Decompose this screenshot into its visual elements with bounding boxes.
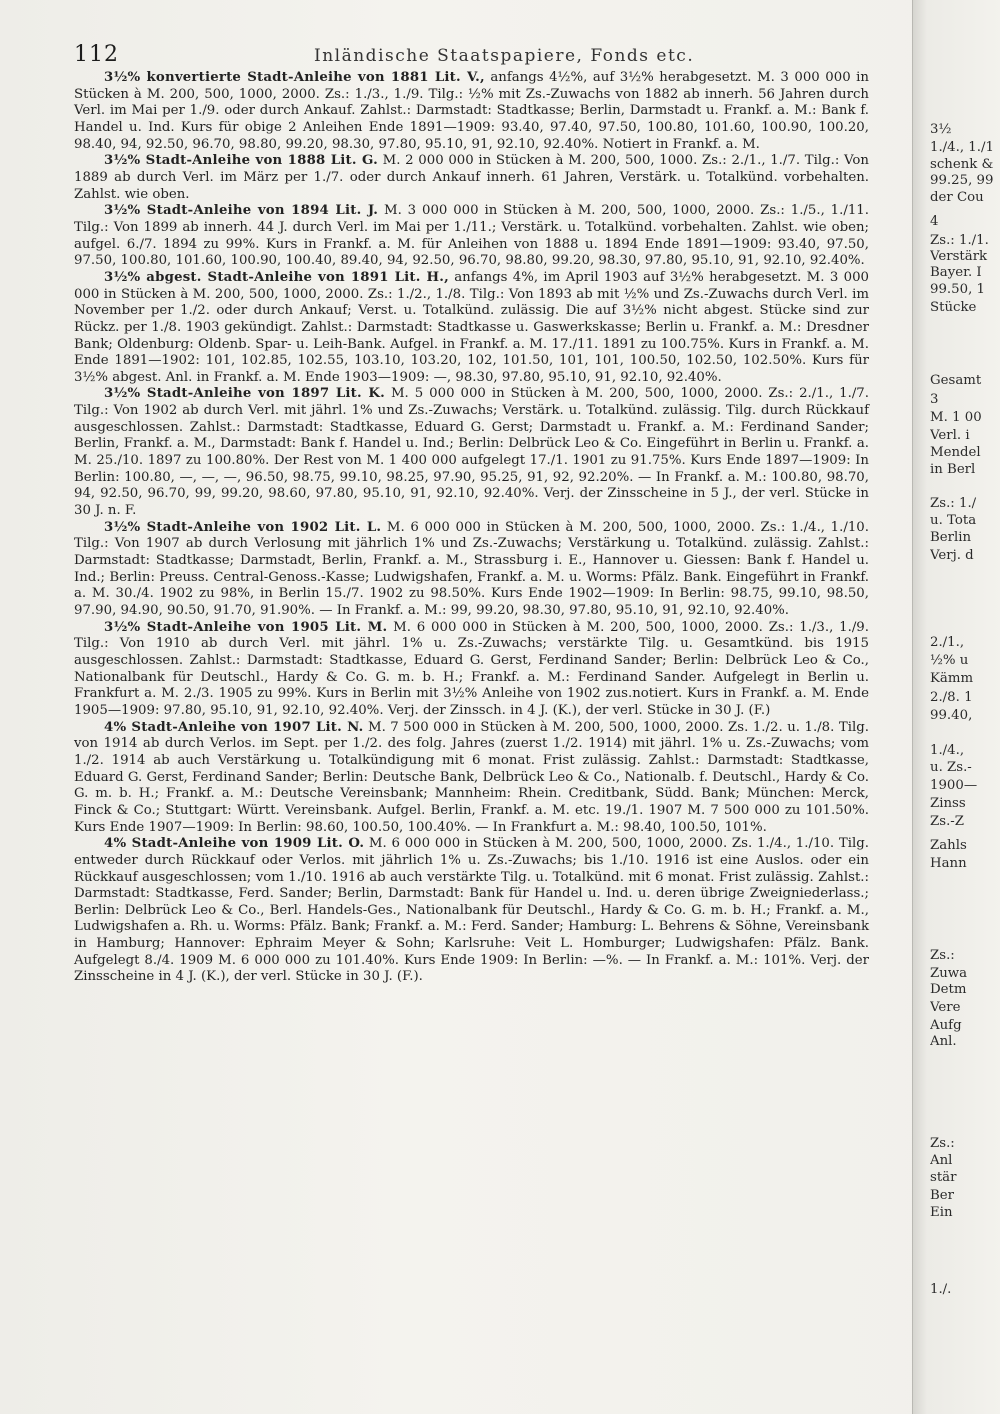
margin-fragment: Zahls: [930, 838, 967, 853]
main-text-column: [74, 70, 869, 1380]
loan-entry-1902-lit-l: [74, 520, 869, 620]
margin-fragment: Berlin: [930, 530, 972, 545]
entry-title: 4% Stadt-Anleihe von 1907 Lit. N.: [104, 719, 364, 735]
margin-fragment: 3: [930, 392, 939, 407]
margin-fragment: Kämm: [930, 671, 974, 686]
margin-fragment: 1900—: [930, 778, 978, 793]
margin-fragment: 99.50, 1: [930, 282, 985, 297]
margin-fragment: Zuwa: [930, 966, 968, 981]
margin-fragment: Verstärk: [930, 249, 988, 264]
margin-fragment: 1./.: [930, 1282, 952, 1297]
margin-fragment: 4: [930, 214, 939, 229]
margin-fragment: 2./8. 1: [930, 690, 973, 705]
entry-body: M. 6 000 000 in Stücken à M. 200, 500, 1000, 2000. Zs.: 1./3., 1./9. Tilg.: Von 1910 ab durch Verl. mit jährl. 1% u. Zs.-Zuwachs; verstärkte Tilg. u. Gesamtkünd. bis 1915 ausgeschlossen. Zahlst.: Darmstadt: Stadtkasse, Eduard G. Gerst, Ferdinand Sander; Berlin: Delbrück Leo & Co., Nationalbank für Deutschl., Hardy & Co. G. m. b. H.; Frankf. a. M.: Ferdinand Sander. Aufgelegt in Berlin u. Frankfurt a. M. 2./3. 1905 zu 99%. Kurs in Berlin mit 3½% Anleihe von 1902 zus.notiert. Kurs in Frankf. a. M. Ende 1905—1909: 97.80, 95.10, 91, 92.10, 92.40%. Verj. der Zinssch. in 4 J. (K.), der verl. Stücke in 30 J. (F.): [74, 619, 869, 718]
margin-fragment: Zs.-Z: [930, 814, 965, 829]
margin-fragment: Detm: [930, 982, 967, 997]
margin-fragment: Zs.:: [930, 1136, 955, 1151]
margin-fragment: in Berl: [930, 462, 976, 477]
margin-fragment: Aufg: [930, 1018, 962, 1033]
entry-title: 4% Stadt-Anleihe von 1909 Lit. O.: [104, 836, 365, 852]
entry-body: M. 2 000 000 in Stücken à M. 200, 500, 1000. Zs.: 2./1., 1./7. Tilg.: Von 1889 ab durch Verl. im März per 1./7. oder durch Ankauf innerh. 61 Jahren, Verstärk. u. Totalkünd. vorbehalten. Zahlst. wie oben.: [74, 153, 869, 202]
margin-fragment: Zinss: [930, 796, 966, 811]
margin-fragment: 1./4., 1./1: [930, 140, 994, 155]
margin-fragment: Zs.: 1./1.: [930, 233, 989, 248]
loan-entry-1909-lit-o: [74, 836, 869, 986]
margin-fragment: 2./1.,: [930, 635, 965, 650]
margin-fragment: Bayer. I: [930, 265, 982, 280]
entry-title: 3½% Stadt-Anleihe von 1902 Lit. L.: [104, 519, 382, 535]
margin-fragment: Anl: [930, 1153, 953, 1168]
entry-body: M. 6 000 000 in Stücken à M. 200, 500, 1000, 2000. Zs. 1./4., 1./10. Tilg. entweder durch Rückkauf oder Verlos. mit jährlich 1% u. Zs.-Zuwachs; bis 1./10. 1916 ist eine Auslos. oder ein Rückkauf ausgeschlossen; vom 1./10. 1916 ab auch verstärkte Tilg. u. Totalkünd. mit 6 monat. Frist zulässig. Zahlst.: Darmstadt: Stadtkasse, Ferd. Sander; Berlin, Darmstadt: Bank für Handel u. Ind. u. deren übrige Zweigniederlass.; Berlin: Delbrück Leo & Co., Berl. Handels-Ges., Nationalbank für Deutschl., Hardy & Co. G. m. b. H.; Frankf. a. M., Ludwigshafen a. Rh. u. Worms: Pfälz. Bank; Frankf. a. M.: Ferd. Sander; Hamburg: L. Behrens & Söhne, Vereinsbank in Hamburg; Hannover: Ephraim Meyer & Sohn; Karlsruhe: Veit L. Homburger; Ludwigshafen: Pfälz. Bank. Aufgelegt 8./4. 1909 M. 6 000 000 zu 101.40%. Kurs Ende 1909: In Berlin: —%. — In Frankf. a. M.: 101%. Verj. der Zinsscheine in 4 J. (K.), der verl. Stücke in 30 J. (F.).: [74, 836, 869, 985]
loan-entry-1907-lit-n: [74, 720, 869, 837]
margin-fragment: 99.25, 99: [930, 173, 994, 188]
margin-fragment: ½% u: [930, 653, 969, 668]
entry-body: anfangs 4½%, auf 3½% herabgesetzt. M. 3 000 000 in Stücken à M. 200, 500, 1000, 2000. Zs.: 1./3., 1./9. Tilg.: ½% mit Zs.-Zuwachs von 1882 ab innerh. 56 Jahren durch Verl. im Mai per 1./9. oder durch Ankauf. Zahlst.: Darmstadt: Stadtkasse; Berlin, Darmstadt u. Frankf. a. M.: Bank f. Handel u. Ind. Kurs für obige 2 Anleihen Ende 1891—1909: 93.40, 97.40, 97.50, 100.80, 101.60, 100.90, 100.20, 98.40, 94, 92.50, 96.70, 98.80, 99.20, 98.30, 97.80, 95.10, 91, 92.10, 92.40%. Notiert in Frankf. a. M.: [74, 70, 869, 152]
margin-fragment: Hann: [930, 856, 967, 871]
margin-fragment: 99.40,: [930, 708, 973, 723]
entry-body: M. 5 000 000 in Stücken à M. 200, 500, 1000, 2000. Zs.: 2./1., 1./7. Tilg.: Von 1902 ab durch Verl. mit jährl. 1% und Zs.-Zuwachs; Verstärk. u. Totalkünd. zulässig. Tilg. durch Rückkauf ausgeschlossen. Zahlst.: Darmstadt: Stadtkasse, Eduard G. Gerst; Darmstadt u. Frankf. a. M.: Ferdinand Sander; Berlin, Frankf. a. M., Darmstadt: Bank f. Handel u. Ind.; Berlin: Delbrück Leo & Co. Eingeführt in Berlin u. Frankf. a. M. 25./10. 1897 zu 100.80%. Der Rest von M. 1 400 000 aufgelegt 17./1. 1901 zu 91.75%. Kurs Ende 1897—1909: In Berlin: 100.80, —, —, —, 96.50, 98.75, 99.10, 98.25, 97.90, 95.25, 91, 92, 92.20%. — In Frankf. a. M.: 100.80, 98.70, 94, 92.50, 96.70, 99, 99.20, 98.60, 97.80, 95.10, 91, 92.10, 92.40%. Verj. der Zinsscheine in 5 J., der verl. Stücke in 30 J. n. F.: [74, 386, 869, 519]
entry-title: 3½% konvertierte Stadt-Anleihe von 1881 Lit. V.,: [104, 70, 485, 85]
loan-entry-1897-lit-k: [74, 386, 869, 519]
margin-fragment: M. 1 00: [930, 410, 982, 425]
entry-body: M. 6 000 000 in Stücken à M. 200, 500, 1000, 2000. Zs.: 1./4., 1./10. Tilg.: Von 1907 ab durch Verlosung mit jährlich 1% und Zs.-Zuwachs; Verstärkung u. Totalkünd. zulässig. Zahlst.: Darmstadt: Stadtkasse; Darmstadt, Berlin, Frankf. a. M., Strassburg i. E., Hannover u. Giessen: Bank f. Handel u. Ind.; Berlin: Preuss. Central-Genoss.-Kasse; Ludwigshafen, Frankf. a. M. u. Worms: Pfälz. Bank. Eingeführt in Frankf. a. M. 30./4. 1902 zu 98%, in Berlin 15./7. 1902 zu 98.50%. Kurs Ende 1902—1909: In Berlin: 98.75, 99.10, 98.50, 97.90, 94.90, 90.50, 91.70, 91.90%. — In Frankf. a. M.: 99, 99.20, 98.30, 97.80, 95.10, 91, 92.10, 92.40%.: [74, 519, 869, 618]
loan-entry-1881-lit-v: [74, 70, 869, 153]
margin-fragment: Anl.: [930, 1034, 957, 1049]
margin-fragment: u. Zs.-: [930, 760, 972, 775]
margin-fragment: Gesamt: [930, 373, 982, 388]
running-head: Inländische Staatspapiere, Fonds etc.: [314, 46, 695, 66]
margin-fragment: stär: [930, 1170, 957, 1185]
margin-fragment: der Cou: [930, 190, 984, 205]
loan-entry-1905-lit-m: [74, 620, 869, 720]
loan-entry-1891-lit-h: [74, 270, 869, 387]
margin-fragment: Zs.: 1./: [930, 496, 977, 511]
margin-fragment: Vere: [930, 1000, 961, 1015]
entry-title: 3½% abgest. Stadt-Anleihe von 1891 Lit. H.,: [104, 269, 449, 285]
entry-body: M. 7 500 000 in Stücken à M. 200, 500, 1000, 2000. Zs. 1./2. u. 1./8. Tilg. von 1914 ab durch Verlos. im Sept. per 1./2. des folg. Jahres (zuerst 1./2. 1914) mit jährl. 1% u. Zs.-Zuwachs; vom 1./2. 1914 ab auch Verstärkung u. Totalkündigung mit 6 monat. Frist zulässig. Zahlst.: Darmstadt: Stadtkasse, Eduard G. Gerst, Ferdinand Sander; Berlin: Deutsche Bank, Delbrück Leo & Co., Nationalb. f. Deutschl., Hardy & Co. G. m. b. H.; Frankf. a. M.: Deutsche Vereinsbank; Mannheim: Rhein. Creditbank, Südd. Bank; München: Merck, Finck & Co.; Stuttgart: Württ. Vereinsbank. Aufgel. Berlin, Frankf. a. M. etc. 19./1. 1907 M. 7 500 000 zu 101.50%. Kurs Ende 1907—1909: In Berlin: 98.60, 100.50, 100.40%. — In Frankfurt a. M.: 98.40, 100.50, 101%.: [74, 719, 869, 835]
margin-fragment: Verl. i: [930, 428, 970, 443]
entry-title: 3½% Stadt-Anleihe von 1894 Lit. J.: [104, 203, 379, 219]
margin-fragment: u. Tota: [930, 513, 977, 528]
entry-body: M. 3 000 000 in Stücken à M. 200, 500, 1000, 2000. Zs.: 1./5., 1./11. Tilg.: Von 1899 ab innerh. 44 J. durch Verl. im Mai per 1./11.; Verstärk. u. Totalkünd. vorbehalten. Zahlst. wie oben; aufgel. 6./7. 1894 zu 99%. Kurs in Frankf. a. M. für Anleihen von 1888 u. 1894 Ende 1891—1909: 93.40, 97.50, 97.50, 100.80, 101.60, 100.90, 100.40, 89.40, 94, 92.50, 96.70, 98.80, 99.20, 98.30, 97.80, 95.10, 91, 92.10, 92.40%.: [74, 203, 869, 269]
margin-fragment: Zs.:: [930, 948, 955, 963]
margin-fragment: Stücke: [930, 300, 977, 315]
margin-fragment: schenk &: [930, 157, 994, 172]
margin-fragment: Ber: [930, 1188, 954, 1203]
margin-fragment: Verj. d: [930, 548, 974, 563]
margin-fragment: Ein: [930, 1205, 953, 1220]
loan-entry-1894-lit-j: [74, 203, 869, 270]
entry-title: 3½% Stadt-Anleihe von 1888 Lit. G.: [104, 153, 378, 169]
margin-fragment: 1./4.,: [930, 743, 965, 758]
entry-title: 3½% Stadt-Anleihe von 1905 Lit. M.: [104, 619, 388, 635]
adjacent-page-fragments: [930, 0, 1000, 1414]
margin-fragment: Mendel: [930, 445, 981, 460]
loan-entry-1888-lit-g: [74, 153, 869, 203]
margin-fragment: 3½: [930, 122, 952, 137]
page-number: 112: [74, 42, 119, 67]
entry-title: 3½% Stadt-Anleihe von 1897 Lit. K.: [104, 386, 385, 402]
entry-body: anfangs 4%, im April 1903 auf 3½% herabgesetzt. M. 3 000 000 in Stücken à M. 200, 500, 1000, 2000. Zs.: 1./2., 1./8. Tilg.: Von 1893 ab mit ½% und Zs.-Zuwachs durch Verl. im November per 1./2. oder durch Ankauf; Verst. u. Totalkünd. zulässig. Die auf 3½% nicht abgest. Stücke sind zur Rückz. per 1./8. 1903 gekündigt. Zahlst.: Darmstadt: Stadtkasse u. Gaswerkskasse; Berlin u. Frankf. a. M.: Dresdner Bank; Oldenburg: Oldenb. Spar- u. Leih-Bank. Aufgel. in Frankf. a. M. 17./11. 1891 zu 100.75%. Kurs in Frankf. a. M. Ende 1891—1902: 101, 102.85, 102.55, 103.10, 103.20, 102, 101.50, 101, 101, 100.50, 102.50, 102.50%. Kurs für 3½% abgest. Anl. in Frankf. a. M. Ende 1903—1909: —, 98.30, 97.80, 95.10, 91, 92.10, 92.40%.: [74, 269, 869, 385]
